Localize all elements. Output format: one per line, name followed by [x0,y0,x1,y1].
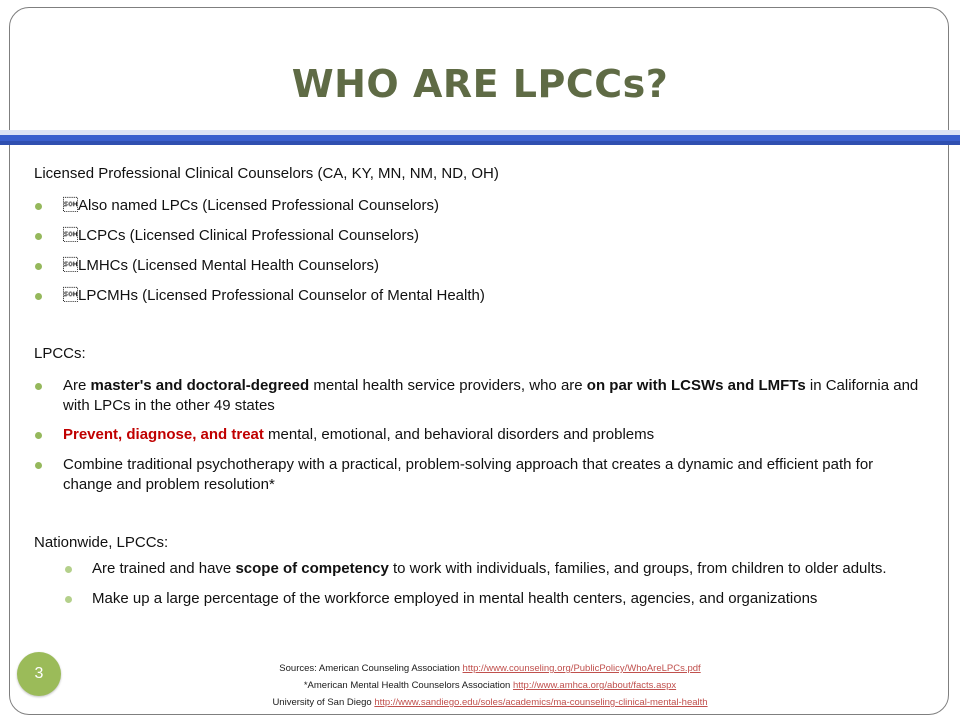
section-heading-nationwide: Nationwide, LPCCs: [34,534,169,551]
source-line [120,677,860,694]
source-line [120,660,860,677]
source-link-amhca[interactable]: http://www.amhca.org/about/facts.aspx [512,680,677,691]
slide-number-badge: 3 [17,652,61,696]
bold-text: on par with LCSWs and LMFTs [586,377,806,394]
text-run: Are trained and have [92,560,236,577]
source-label: *American Mental Health Counselors Association [303,680,513,691]
alt-names-list [34,196,920,306]
list-item: Make up a large percentage of the workforce employed in mental health centers, agencies, and organizations [34,589,920,609]
text-run: mental, emotional, and behavioral disorders and problems [263,426,655,443]
bold-text: master's and doctoral-degreed [90,377,310,394]
source-line [120,694,860,711]
list-item: LMHCs (Licensed Mental Health Counselors) [34,256,920,276]
bold-text: scope of competency [235,560,389,577]
list-item [34,559,920,579]
list-item [34,425,920,445]
section-heading-licensed: Licensed Professional Clinical Counselors (CA, KY, MN, NM, ND, OH) [34,165,499,182]
slide-title: WHO ARE LPCCs? [291,62,669,106]
text-run: Are [63,377,91,394]
text-run: in California and with LPCs in the other 49 states [63,377,919,414]
source-link-sandiego[interactable]: http://www.sandiego.edu/soles/academics/ma-counseling-clinical-mental-health [374,697,708,708]
list-item: LCPCs (Licensed Clinical Professional Counselors) [34,226,920,246]
source-label: Sources: American Counseling Association [279,663,463,674]
slide-body [34,164,920,609]
title-divider-bar [0,126,960,150]
list-item: Combine traditional psychotherapy with a practical, problem-solving approach that creates a dynamic and efficient path for change and problem resolution* [34,455,920,495]
source-link-counseling[interactable]: http://www.counseling.org/PublicPolicy/WhoAreLPCs.pdf [462,663,701,674]
list-item [34,376,920,416]
nationwide-list [34,559,920,609]
list-item: Also named LPCs (Licensed Professional Counselors) [34,196,920,216]
text-run: to work with individuals, families, and groups, from children to older adults. [388,560,887,577]
text-run: mental health service providers, who are [309,377,587,394]
emphasis-text: Prevent, diagnose, and treat [63,426,264,443]
source-label: University of San Diego [272,697,375,708]
sources-footer [120,660,860,711]
section-heading-lpccs: LPCCs: [34,345,86,362]
lpcc-facts-list [34,376,920,495]
list-item: LPCMHs (Licensed Professional Counselor of Mental Health) [34,286,920,306]
